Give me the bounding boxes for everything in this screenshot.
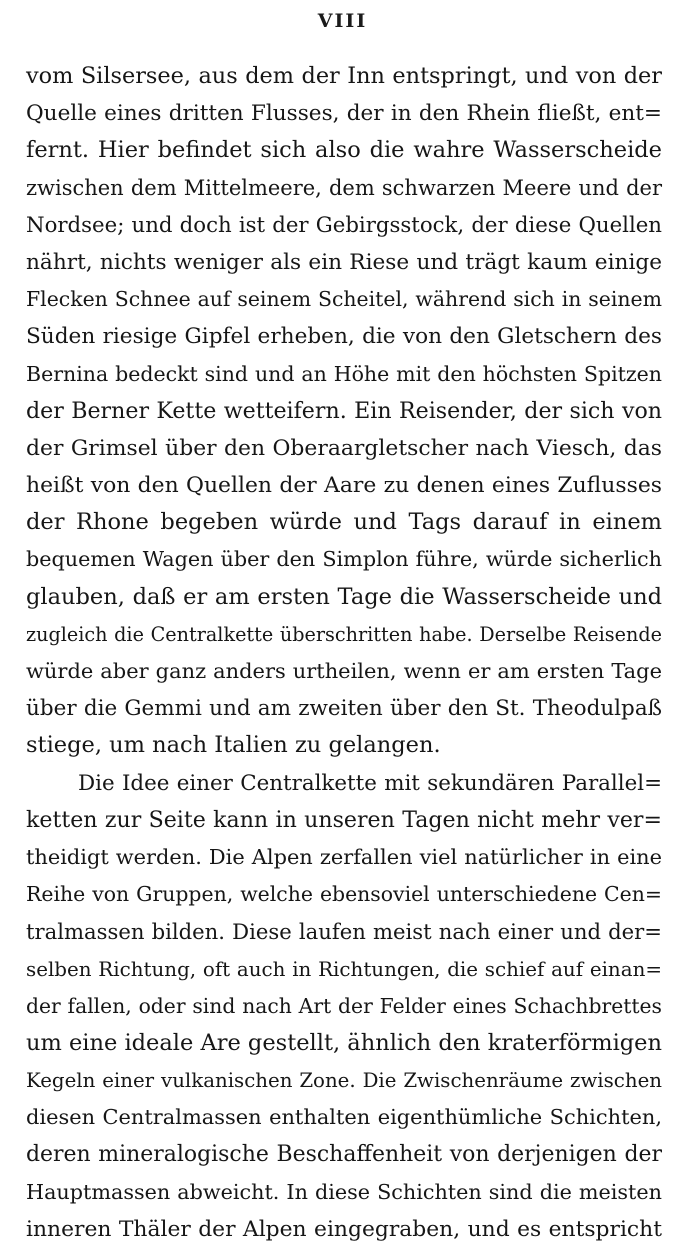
text-line: nährt, nichts weniger als ein Riese und trägt kaum einige <box>26 249 662 275</box>
text-line: tralmassen bilden. Diese laufen meist nach einer und der= <box>26 919 662 945</box>
text-line: fernt. Hier befindet sich also die wahre Wasserscheide <box>26 137 662 164</box>
text-line: stiege, um nach Italien zu gelangen. <box>26 732 441 759</box>
text-line: selben Richtung, oft auch in Richtungen, die schief auf einan= <box>26 957 662 981</box>
text-line: inneren Thäler der Alpen eingegraben, und es entspricht <box>26 1216 662 1242</box>
text-line: zugleich die Centralkette überschritten habe. Derselbe Reisende <box>26 622 662 646</box>
text-line: Flecken Schnee auf seinem Scheitel, während sich in seinem <box>26 287 662 312</box>
text-line: Die Idee einer Centralkette mit sekundären Parallel= <box>78 770 662 796</box>
text-line: der Grimsel über den Oberaargletscher nach Viesch, das <box>26 435 662 461</box>
text-line: Reihe von Gruppen, welche ebensoviel unterschiedene Cen= <box>26 882 662 907</box>
text-line: Nordsee; und doch ist der Gebirgsstock, der diese Quellen <box>26 212 662 238</box>
text-line: bequemen Wagen über den Simplon führe, würde sicherlich <box>26 547 662 572</box>
text-line: Bernina bedeckt sind und an Höhe mit den höchsten Spitzen <box>26 361 662 386</box>
text-line: der Rhone begeben würde und Tags darauf in einem <box>26 509 662 536</box>
text-line: vom Silsersee, aus dem der Inn entspringt, und von der <box>26 63 662 89</box>
text-line: der Berner Kette wetteifern. Ein Reisender, der sich von <box>26 397 662 424</box>
text-line: diesen Centralmassen enthalten eigenthümliche Schichten, <box>26 1105 662 1130</box>
text-line: um eine ideale Are gestellt, ähnlich den kraterförmigen <box>26 1029 662 1056</box>
text-line: glauben, daß er am ersten Tage die Wasserscheide und <box>26 583 662 610</box>
text-line: Hauptmassen abweicht. In diese Schichten sind die meisten <box>26 1179 662 1204</box>
text-line: heißt von den Quellen der Aare zu denen eines Zuflusses <box>26 473 662 499</box>
text-line: Süden riesige Gipfel erheben, die von den Gletschern des <box>26 324 662 350</box>
paragraph-2 <box>26 765 662 1248</box>
text-line: Quelle eines dritten Flusses, der in den Rhein fließt, ent= <box>26 101 662 127</box>
text-line: deren mineralogische Beschaffenheit von derjenigen der <box>26 1142 662 1168</box>
text-line: theidigt werden. Die Alpen zerfallen viel natürlicher in eine <box>26 844 662 869</box>
body-text <box>26 58 662 1248</box>
text-line: zwischen dem Mittelmeere, dem schwarzen Meere und der <box>26 175 662 200</box>
text-line: Kegeln einer vulkanischen Zone. Die Zwischenräume zwischen <box>26 1069 662 1093</box>
text-line: würde aber ganz anders urtheilen, wenn er am ersten Tage <box>26 659 662 683</box>
text-line: über die Gemmi und am zweiten über den St. Theodulpaß <box>26 696 662 722</box>
text-line: der fallen, oder sind nach Art der Felder eines Schachbrettes <box>26 993 662 1018</box>
paragraph-1 <box>26 58 662 765</box>
page-number: VIII <box>317 10 368 32</box>
text-line: ketten zur Seite kann in unseren Tagen nicht mehr ver= <box>26 807 662 833</box>
